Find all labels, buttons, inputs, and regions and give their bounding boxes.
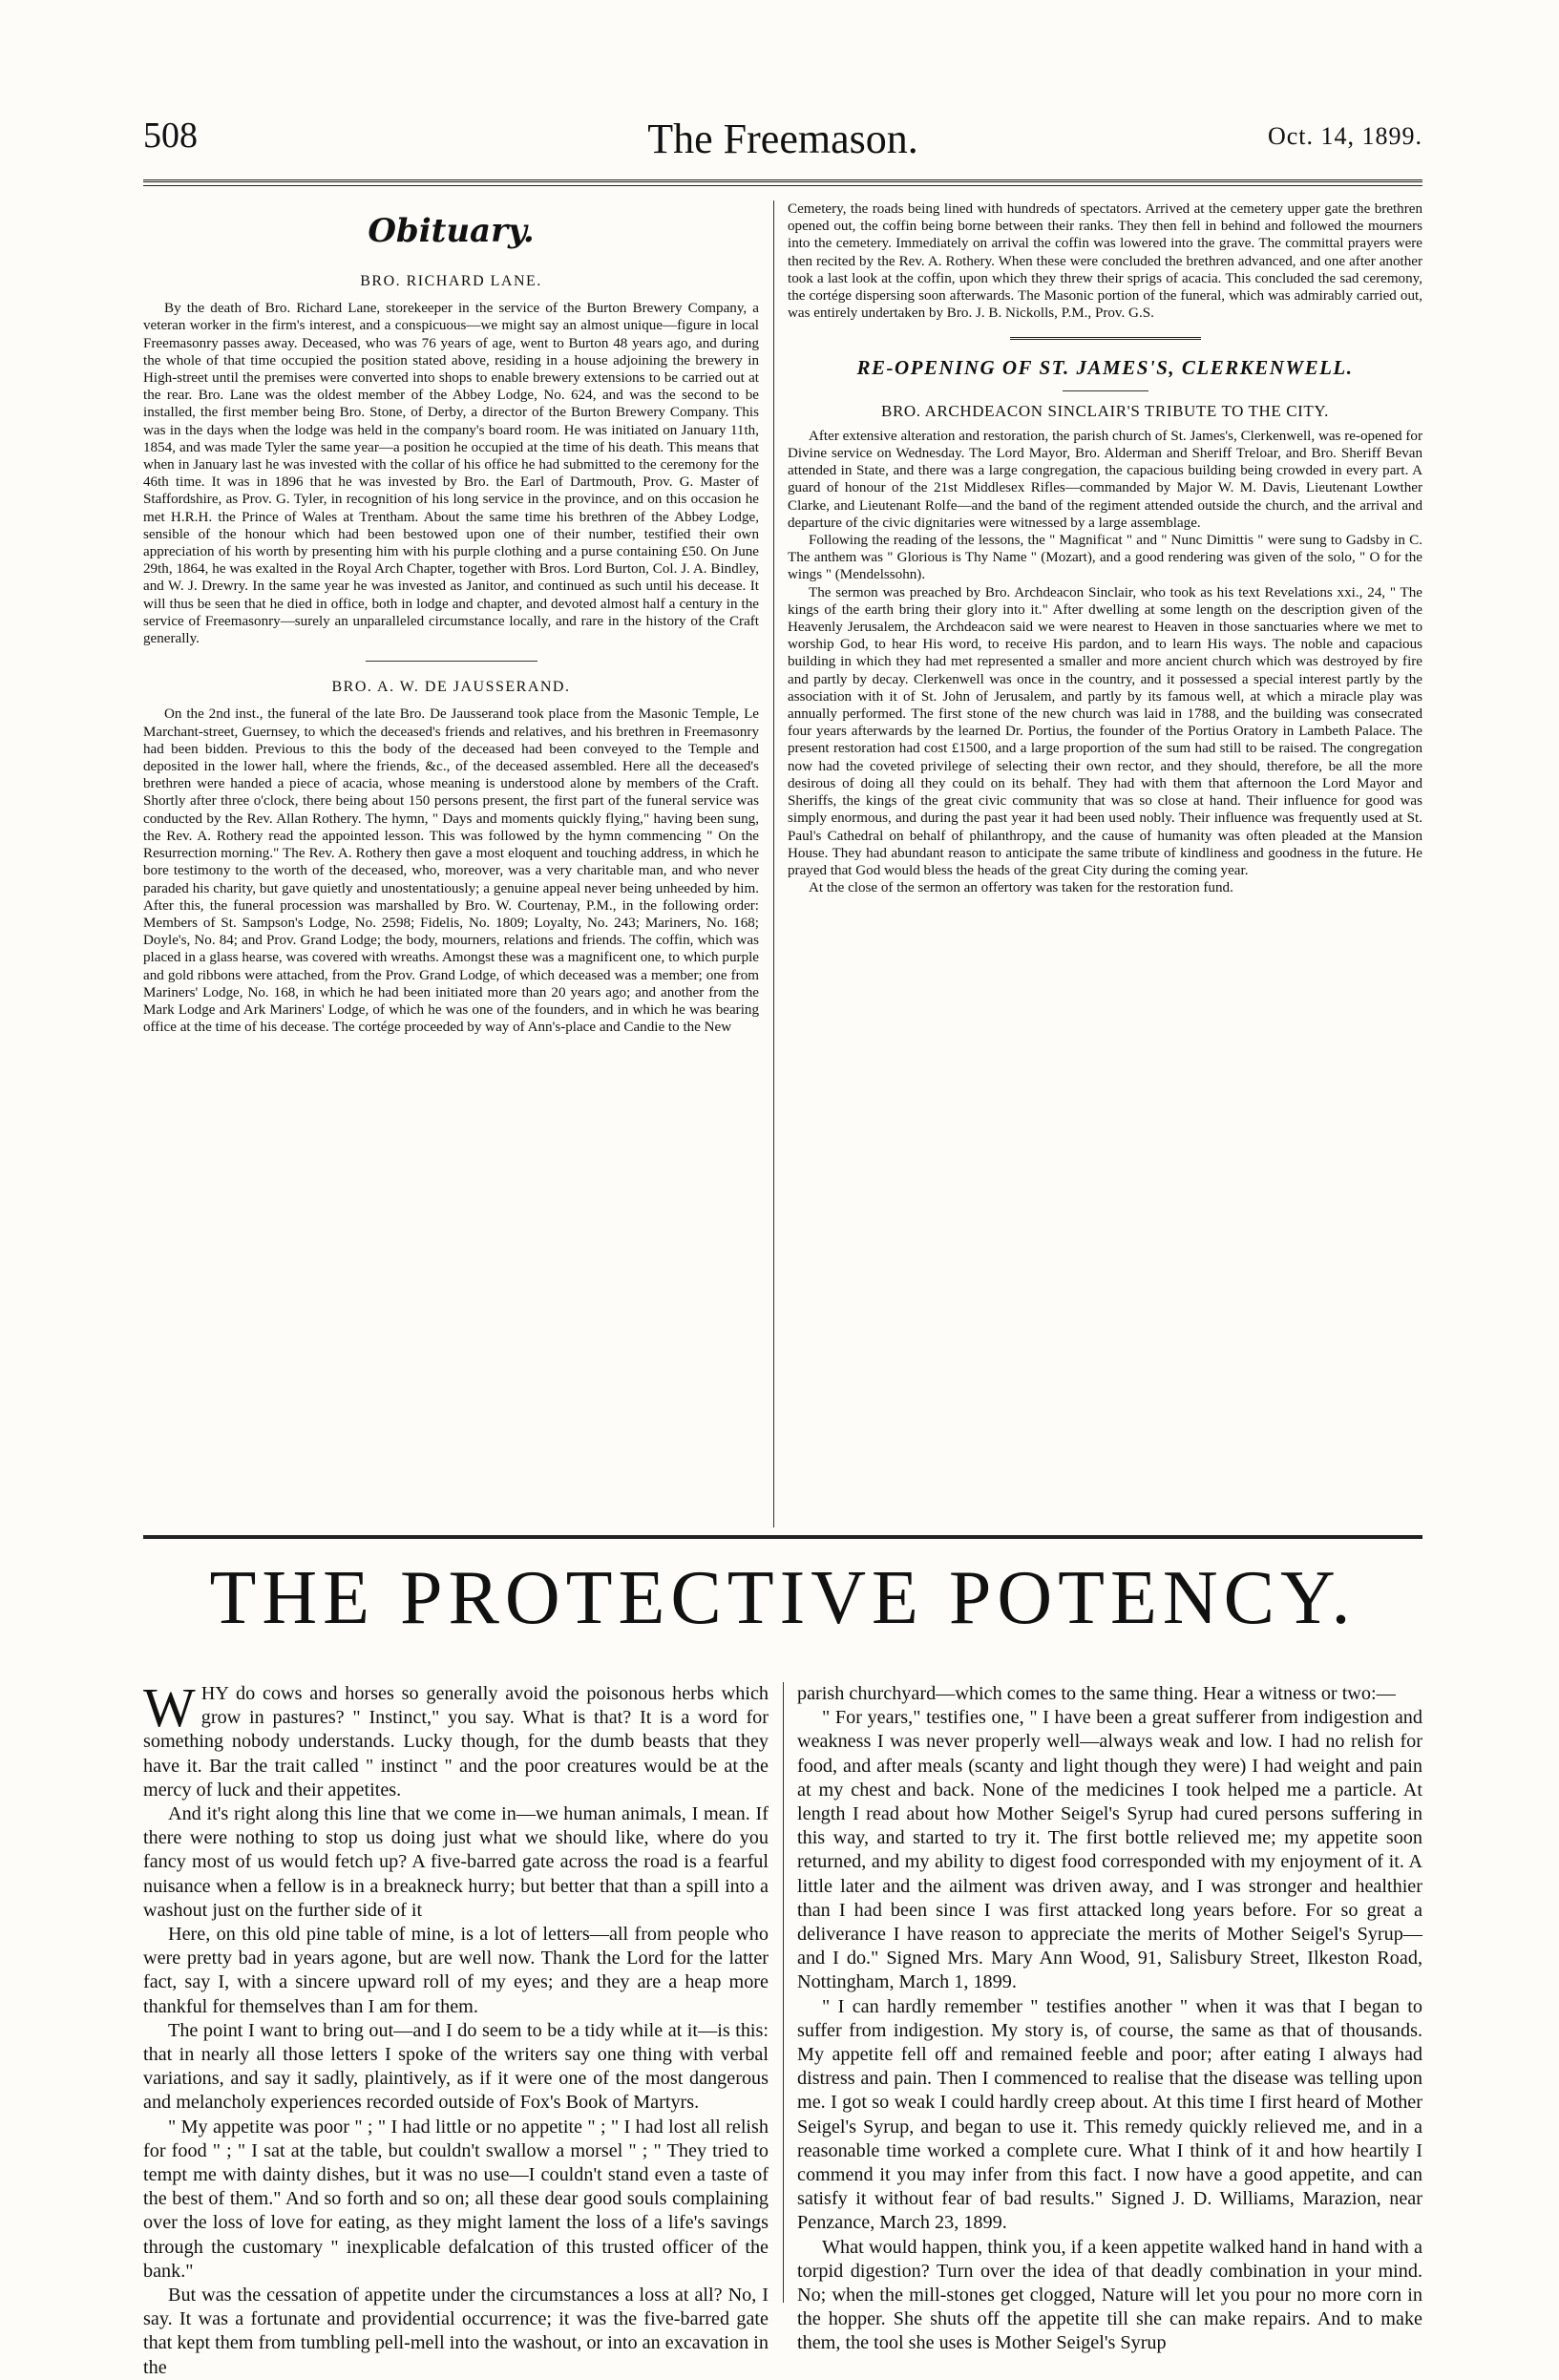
st-james-title: RE-OPENING OF ST. JAMES'S, CLERKENWELL.	[856, 356, 1354, 380]
st-james-paragraph-2: Following the reading of the lessons, the " Magnificat " and " Nunc Dimittis " were sung to Gadsby in C. The anthem was " Glorious is Thy Name " (Mozart), and a good rendering was given of the solo, " O for the wings " (Mendelssohn).	[788, 533, 1422, 583]
st-james-paragraph-4: At the close of the sermon an offertory was taken for the restoration fund.	[809, 880, 1233, 896]
lane-paragraph: By the death of Bro. Richard Lane, storekeeper in the service of the Burton Brewery Company, a veteran worker in the firm's interest, and a conspicuous—we might say an almost unique—figure in local Freemasonry passes away. Deceased, who was 76 years of age, went to Burton 48 years ago, and during the whole of that time occupied the position stated above, residing in a house adjoining the brewery in High-street until the premises were converted into shops to enable brewery extensions to be carried out at the rear. Bro. Lane was the oldest member of the Abbey Lodge, No. 624, and was the second to be installed, the first member being Bro. Stone, of Derby, a director of the Burton Brewery Company. This was in the days when the lodge was held in the company's board room. He was initiated on January 11th, 1854, and was made Tyler the same year—a position he occupied at the time of his death. This means that when in January last he was invested with the collar of his office he had submitted to the ceremony for the 46th time. It was in 1896 that he was invested by Bro. the Earl of Dartmouth, Prov. G. Master of Staffordshire, as Prov. G. Tyler, in recognition of his long service in the province, and on this occasion he met H.R.H. the Prince of Wales at Trentham. About the same time his brethren of the Abbey Lodge, sensible of the honour which had been bestowed upon one of their number, testified their own appreciation of his worth by presenting him with his purple clothing and a purse containing £50. On June 29th, 1864, he was exalted in the Royal Arch Chapter, together with Bros. Lord Burton, Col. J. A. Bindley, and W. J. Drewry. In the same year he was invested as Janitor, and continued as such until his decease. It will thus be seen that he died in office, both in lodge and chapter, and devoted almost half a century in the service of Freemasonry—surely an unparalleled circumstance locally, and rare in the history of the Craft generally.	[143, 301, 759, 647]
advert-paragraph-8: " For years," testifies one, " I have been a great sufferer from indigestion and weakness I was never properly well—always weak and low. I had no relish for food, and after meals (scanty and light though they were) I had weight and pain at my chest and back. None of the medicines I took helped me a particle. At length I read about how Mother Seigel's Syrup had cured persons suffering in this way, and started to try it. The first bottle relieved me; my appetite soon returned, and my ability to digest food corresponded with my enjoyment of it. A little later and the ailment was driven away, and I was stronger and healthier than I had been since I was first attacked long years before. For so great a deliverance I have reason to appreciate the merits of Mother Seigel's Syrup—and I do." Signed Mrs. Mary Ann Wood, 91, Salisbury Street, Ilkeston Road, Nottingham, March 1, 1899.	[797, 1707, 1422, 1993]
advert-paragraph-10: What would happen, think you, if a keen appetite walked hand in hand with a torpid digestion? Turn over the idea of that deadly combination in your mind. No; when the mill-stones get clogged, Nature will let you pour no more corn in the hopper. She shuts off the appetite till she can make repairs. And to make them, the tool she uses is Mother Seigel's Syrup	[797, 2236, 1422, 2354]
masthead-rule	[143, 179, 1422, 186]
advert-paragraph-3: Here, on this old pine table of mine, is a lot of letters—all from people who were pretty bad in years agone, but are well now. Thank the Lord for the latter fact, say I, with a sincere upward roll of my eyes; and they are a heap more thankful for themselves than I am for them.	[143, 1924, 769, 2017]
advert-paragraph-9: " I can hardly remember " testifies another " when it was that I began to suffer from indigestion. My story is, of course, the same as that of thousands. My appetite fell off and remained feeble and poor; after eating I always had distress and pain. Then I commenced to realise that the disease was telling upon me. I got so weak I could hardly creep about. At this time I first heard of Mother Seigel's Syrup, and began to use it. This remedy quickly relieved me, and in a reasonable time worked a complete cure. What I think of it and how heartily I commend it you may infer from this fact. I now have a good appetite, and can satisfy it without fear of bad results." Signed J. D. Williams, Marazion, near Penzance, March 23, 1899.	[797, 1995, 1422, 2234]
jausserand-subhead: BRO. A. W. DE JAUSSERAND.	[331, 679, 571, 696]
right-column-top	[788, 200, 1422, 896]
issue-date: Oct. 14, 1899.	[1267, 122, 1422, 150]
st-james-paragraph-1: After extensive alteration and restoration, the parish church of St. James's, Clerkenwell, was re-opened for Divine service on Wednesday. The Lord Mayor, Bro. Alderman and Sheriff Treloar, and Bro. Sheriff Bevan attended in State, and there was a large congregation, the capacious building being crowded in every part. A guard of honour of the 21st Middlesex Rifles—commanded by Major W. M. Davis, Lieutenant Lowther Clarke, and Lieutenant Rolfe—and the band of the regiment attended outside the church, and the arrival and departure of the civic dignitaries were witnessed by a large assemblage.	[788, 428, 1422, 531]
jausserand-paragraph: On the 2nd inst., the funeral of the late Bro. De Jausserand took place from the Masonic Temple, Le Marchant-street, Guernsey, to which the deceased's friends and relatives, and his brethren in Freemasonry had been bidden. Previous to this the body of the deceased had been conveyed to the Temple and deposited in the lower hall, where the friends, &c., of the deceased assembled. Here all the deceased's brethren were handed a piece of acacia, whose meaning is understood alone by members of the Craft. Shortly after three o'clock, there being about 150 persons present, the first part of the funeral service was conducted by the Rev. Allan Rothery. The hymn, " Days and moments quickly flying," having been sung, the Rev. A. Rothery read the appointed lesson. This was followed by the hymn commencing " On the Resurrection morning." The Rev. A. Rothery then gave a most eloquent and touching address, in which he bore testimony to the worth of the deceased, who, moreover, was a very charitable man, and who never paraded his charity, but gave quietly and unostentatiously; a genuine appeal never being unheeded by him. After this, the funeral procession was marshalled by Bro. W. Courtenay, P.M., in the following order: Members of St. Sampson's Lodge, No. 2598; Fidelis, No. 1809; Loyalty, No. 243; Mariners, No. 168; Doyle's, No. 84; and Prov. Grand Lodge; the body, mourners, relations and friends. The coffin, which was placed in a glass hearse, was covered with wreaths. Amongst these was a magnificent one, to which purple and gold ribbons were attached, from the Prov. Grand Lodge, of which deceased was a member; one from Mariners' Lodge, No. 168, in which he had been initiated more than 20 years ago; and another from the Mark Lodge and Ark Mariners' Lodge, of which he was one of the founders, and in which he was bearing office at the time of his decease. The cortége proceeded by way of Ann's-place and Candie to the New	[143, 706, 759, 1036]
advert-paragraph-5: " My appetite was poor " ; " I had little or no appetite " ; " I had lost all relish for food " ; " I sat at the table, but couldn't swallow a morsel " ; " They tried to tempt me with dainty dishes, but it was no use—I couldn't stand even a taste of the best of them." And so forth and so on; all these dear good souls complaining over the loss of love for eating, as they might lament the loss of a life's savings through the customary " inexplicable defalcation of this trusted officer of the bank."	[143, 2116, 769, 2282]
advert-left-column	[143, 1676, 769, 2380]
jausserand-continued: Cemetery, the roads being lined with hundreds of spectators. Arrived at the cemetery upper gate the brethren opened out, the coffin being borne between their ranks. They then fell in behind and followed the mourners into the cemetery. Immediately on arrival the coffin was lowered into the grave. The committal prayers were then recited by the Rev. A. Rothery. When these were concluded the brethren advanced, and one after another took a last look at the coffin, upon which they threw their sprigs of acacia. This concluded the sad ceremony, the cortége dispersing soon afterwards. The Masonic portion of the funeral, which was admirably carried out, was entirely undertaken by Bro. J. B. Nickolls, P.M., Prov. G.S.	[788, 201, 1422, 322]
st-james-paragraph-3: The sermon was preached by Bro. Archdeacon Sinclair, who took as his text Revelations xxi., 24, " The kings of the earth bring their glory into it." After dwelling at some length on the description given of the Heavenly Jerusalem, the Archdeacon said we were nearest to Heaven in those sanctuaries where we met to worship God, to hear His word, to receive His pardon, and to learn His ways. The noble and capacious building in which they had met represented a smaller and more ancient church which was destroyed by fire and partly by decay. Clerkenwell was once in the country, and it possessed a special interest partly by the association with it of St. John of Jerusalem, and partly by its famous well, at which a miracle play was annually performed. The first stone of the new church was laid in 1788, and the building was consecrated four years afterwards by the learned Dr. Portius, the founder of the Portius Oratory in Lambeth Palace. The present restoration had cost £1500, and a large proportion of the sum had still to be raised. The congregation now had the coveted privilege of selecting their own rector, and they should, therefore, be all the more desirous of doing all they could on its behalf. They had with them that afternoon the Lord Mayor and Sheriffs, the kings of the great civic community that was so close at hand. Their influence for good was simply enormous, and during the past year it had been used nobly. Their influence was frequently used at St. Paul's Cathedral on behalf of philanthropy, and the cause of humanity was often pleaded at the Mansion House. They had abundant reason to anticipate the same tribute of kindliness and goodness in the future. He prayed that God would bless the heads of the great City during the coming year.	[788, 584, 1422, 878]
advert-paragraph-1	[143, 1676, 769, 1802]
advert-right-column	[797, 1682, 1422, 2356]
advert-paragraph-7: parish churchyard—which comes to the same thing. Hear a witness or two:—	[797, 1683, 1396, 1704]
lane-subhead: BRO. RICHARD LANE.	[360, 273, 542, 289]
column-divider-top	[773, 200, 774, 1527]
advert-paragraph-2: And it's right along this line that we come in—we human animals, I mean. If there were nothing to stop us doing just what we should like, where do you fancy most of us would fetch up? A five-barred gate across the road is a fearful nuisance when a fellow is in a breakneck hurry; but better that than a spill into a washout just on the further side of it	[143, 1803, 769, 1921]
advert-paragraph-4: The point I want to bring out—and I do seem to be a tidy while at it—is this: that in nearly all those letters I spoke of the writers say one thing with verbal variations, and say it sadly, plaintively, as if it were one of the most dangerous and melancholy experiences recorded outside of Fox's Book of Martyrs.	[143, 2019, 769, 2114]
title-divider	[1063, 390, 1148, 391]
obituary-heading: Obituary.	[368, 212, 535, 250]
advert-paragraph-1-text: HY do cows and horses so generally avoid the poisonous herbs which grow in pastures? " Instinct," you say. What is that? It is a word for something nobody understands. Lucky though, for the dumb beasts that they have it. Bar the trait called " instinct " and the poor creatures would be at the mercy of luck and their appetites.	[143, 1683, 769, 1801]
page-number: 508	[143, 116, 198, 156]
st-james-subhead: BRO. ARCHDEACON SINCLAIR'S TRIBUTE TO THE CITY.	[881, 401, 1329, 420]
drop-cap: W	[143, 1676, 196, 1738]
column-divider-bottom	[783, 1682, 784, 2303]
section-divider	[366, 661, 537, 662]
publication-title: The Freemason.	[647, 116, 918, 162]
advert-paragraph-6: But was the cessation of appetite under the circumstances a loss at all? No, I say. It was a fortunate and providential occurrence; it was the five-barred gate that kept them from tumbling pell-mell into the washout, or into an excavation in the	[143, 2285, 769, 2378]
masthead	[143, 115, 1422, 181]
advert-title: THE PROTECTIVE POTENCY.	[209, 1556, 1357, 1640]
obituary-column	[143, 200, 759, 1036]
advert-top-rule	[143, 1535, 1422, 1539]
article-divider	[1010, 337, 1201, 342]
